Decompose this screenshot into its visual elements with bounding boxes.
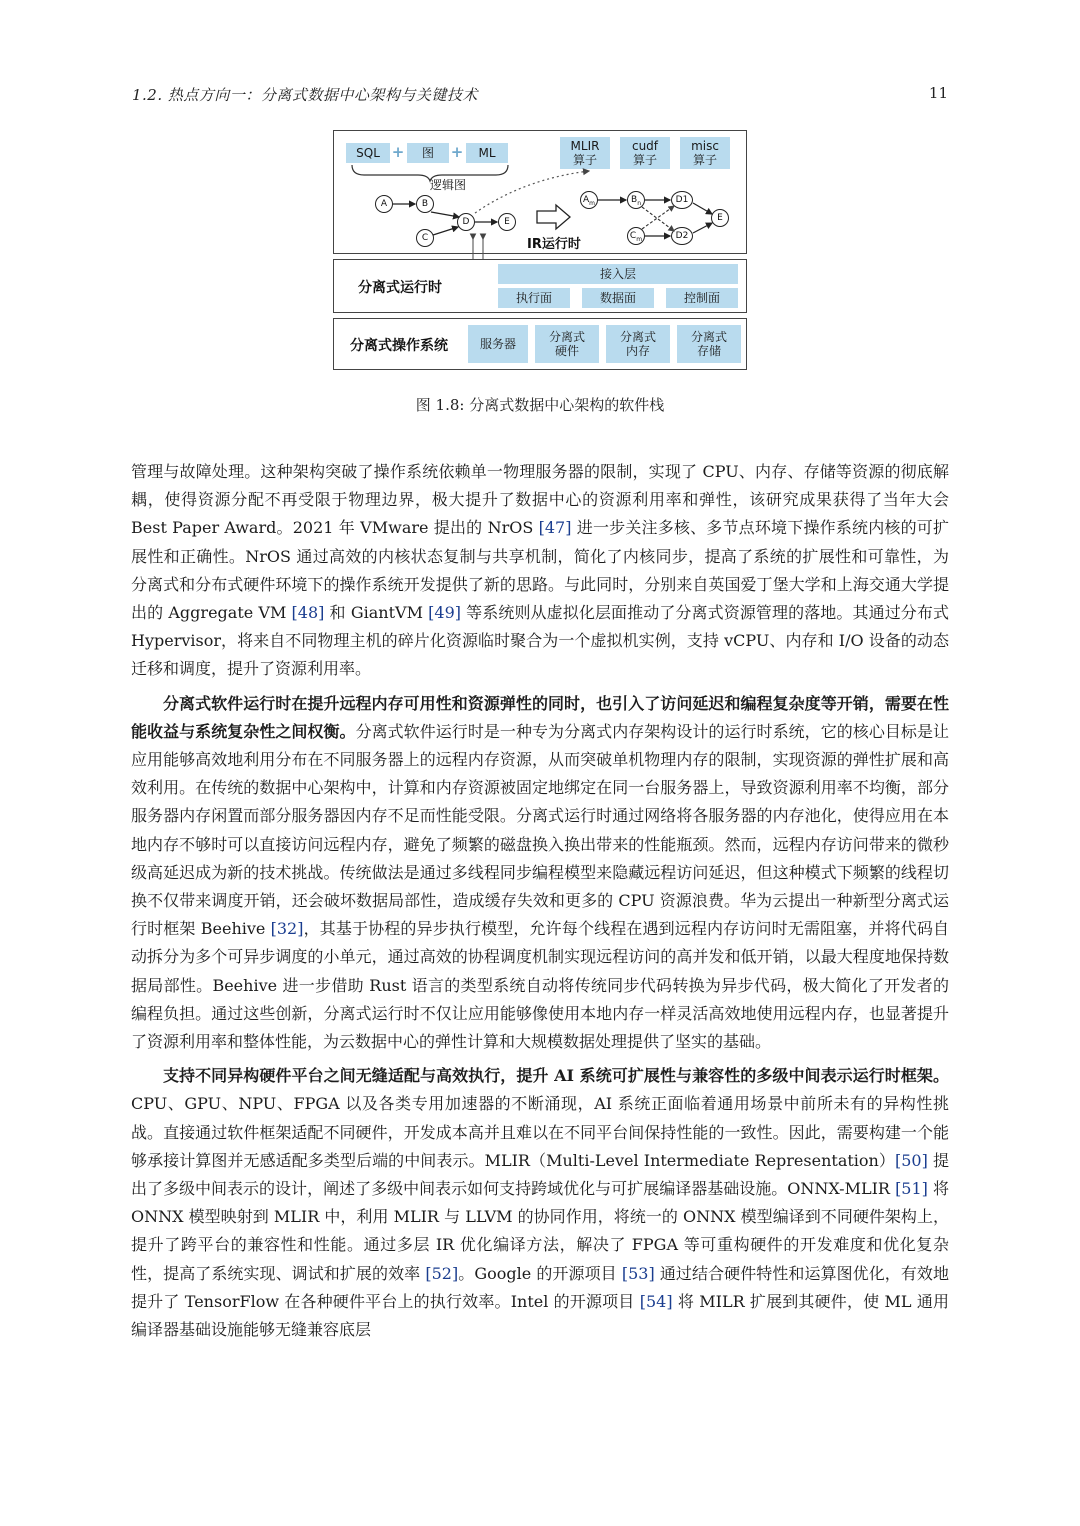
execution-plane: 执行面	[498, 288, 570, 308]
text-run: 通过结合硬件特性和运算图优化，有效地提升了 TensorFlow 在各种硬件平台上的执行效率。Intel 的开源项目	[131, 1263, 949, 1311]
citation-link[interactable]: [54]	[639, 1291, 673, 1311]
os-item-memory: 分离式 内存	[606, 325, 670, 363]
citation-link[interactable]: [50]	[894, 1150, 928, 1170]
text-run: 将 MILR 扩展到其硬件，使 ML 通用编译器基础设施能够无缝兼容底层	[131, 1291, 949, 1340]
ir-node-d1: D1	[671, 191, 693, 209]
runtime-panel	[333, 259, 747, 313]
text-run: 将 ONNX 模型映射到 MLIR 中，利用 MLIR 与 LLVM 的协同作用，将统一的 ONNX 模型编译到不同硬件架构上，提升了跨平台的兼容性和性能。通过多层 IR 优化编译方法，解决了 FPGA 等可重构硬件的开发难度和优化复杂性，提高了系统实现、调试和扩展的效率	[131, 1179, 949, 1283]
figure-caption: 图 1.8: 分离式数据中心架构的软件栈	[415, 396, 665, 414]
text-run: 等系统则从虚拟化层面推动了分离式资源管理的落地。其通过分布式 Hypervisor，将来自不同物理主机的碎片化资源临时聚合为一个虚拟机实例，支持 vCPU、内存和 I/O 设备的动态迁移和调度，提升了资源利用率。	[131, 603, 949, 679]
ir-node-cm: $C_m$	[627, 227, 645, 245]
paragraph-3	[131, 1062, 949, 1344]
access-layer: 接入层	[498, 264, 738, 284]
os-item-storage: 分离式 存储	[677, 325, 741, 363]
text-run: ，其基于协程的异步执行模型，允许每个线程在遇到远程内存访问时无需阻塞，并将代码自动拆分为多个可异步调度的小单元，通过高效的协程调度机制实现远程访问的高并发和低开销，以最大程度地保持数据局部性。Beehive 进一步借助 Rust 语言的类型系统自动将传统同步代码转换为异步代码，极大简化了开发者的编程负担。通过这些创新，分离式运行时不仅让应用能够像使用本地内存一样灵活高效地使用远程内存，也显著提升了资源利用率和整体性能，为云数据中心的弹性计算和大规模数据处理提供了坚实的基础。	[131, 919, 949, 1052]
logic-graph-label: 逻辑图	[430, 178, 467, 192]
text-run: 进一步关注多核、多节点环境下操作系统内核的可扩展性和正确性。NrOS 通过高效的内核状态复制与共享机制，简化了内核同步，提高了系统的扩展性和可靠性，为分离式和分布式硬件环境下的操作系统开发提供了新的思路。与此同时，分别来自英国爱丁堡大学和上海交通大学提出的 Aggregate VM	[131, 518, 949, 623]
logic-node-a: A	[375, 195, 393, 213]
logic-node-e: E	[498, 213, 516, 231]
logic-node-d: D	[457, 213, 475, 231]
lead-sentence: 支持不同异构硬件平台之间无缝适配与高效执行，提升 AI 系统可扩展性与兼容性的多级中间表示运行时框架。	[163, 1066, 949, 1086]
page-header	[132, 80, 948, 108]
text-run: 和 GiantVM	[324, 603, 429, 623]
os-item-hardware: 分离式 硬件	[535, 325, 599, 363]
plus-icon: +	[391, 143, 405, 161]
text-run: 分离式软件运行时是一种专为分离式内存架构设计的运行时系统，它的核心目标是让应用能够高效地利用分布在不同服务器上的远程内存资源，从而突破单机物理内存的限制，实现资源的弹性扩展和高效利用。在传统的数据中心架构中，计算和内存资源被固定地绑定在同一台服务器上，导致资源利用率不均衡，部分服务器内存闲置而部分服务器因内存不足而性能受限。分离式运行时通过网络将各服务器的内存池化，使得应用在本地内存不够时可以直接访问远程内存，避免了频繁的磁盘换入换出带来的性能瓶颈。然而，远程内存访问带来的微秒级高延迟成为新的技术挑战。传统做法是通过多线程同步编程模型来隐藏远程访问延迟，但这种模式下频繁的线程切换不仅带来调度开销，还会破坏数据局部性，造成缓存失效和更多的 CPU 资源浪费。华为云提出一种新型分离式运行时框架 Beehive	[131, 721, 949, 939]
citation-link[interactable]: [32]	[270, 919, 304, 939]
ir-node-am: $A_m$	[580, 191, 598, 209]
logic-node-c: C	[416, 229, 434, 247]
control-plane: 控制面	[666, 288, 738, 308]
paragraph-2	[131, 690, 949, 1057]
section-title: 1.2. 热点方向一：分离式数据中心架构与关键技术	[132, 86, 478, 104]
citation-link[interactable]: [48]	[291, 603, 325, 623]
figure-connectors	[334, 131, 748, 255]
ir-node-e: E	[711, 209, 729, 227]
ir-node-d2: D2	[671, 227, 693, 245]
input-ml: ML	[466, 143, 508, 163]
operator-cudf: cudf 算子	[620, 137, 670, 169]
citation-link[interactable]: [51]	[895, 1179, 928, 1199]
paragraph-1	[131, 458, 949, 684]
input-graph: 图	[407, 143, 449, 163]
citation-link[interactable]: [53]	[621, 1263, 655, 1283]
logic-node-b: B	[416, 195, 434, 213]
body-text	[131, 458, 949, 1344]
text-run: CPU、GPU、NPU、FPGA 以及各类专用加速器的不断涌现，AI 系统正面临着通用场景中前所未有的异构性挑战。直接通过软件框架适配不同硬件，开发成本高并且难以在不同平台间保持性能的一致性。因此，需要构建一个能够承接计算图并无感适配多类型后端的中间表示。MLIR（Multi-Level Intermediate Representation）	[131, 1094, 949, 1170]
citation-link[interactable]: [49]	[428, 603, 461, 623]
data-plane: 数据面	[582, 288, 654, 308]
ir-node-bn: $B_n$	[627, 191, 645, 209]
os-title: 分离式操作系统	[350, 338, 448, 354]
operator-misc: misc 算子	[680, 137, 730, 169]
lead-sentence: 分离式软件运行时在提升远程内存可用性和资源弹性的同时，也引入了访问延迟和编程复杂度等开销，需要在性能收益与系统复杂性之间权衡。	[131, 693, 949, 741]
text-run: 。Google 的开源项目	[458, 1263, 622, 1283]
plus-icon: +	[450, 143, 464, 161]
ir-runtime-panel	[333, 130, 747, 254]
citation-link[interactable]: [52]	[425, 1263, 459, 1283]
operator-mlir: MLIR 算子	[560, 137, 610, 169]
page-number: 11	[928, 84, 948, 102]
input-sql: SQL	[346, 143, 390, 163]
runtime-title: 分离式运行时	[358, 280, 442, 296]
ir-runtime-label: IR运行时	[527, 237, 581, 252]
text-run: 提出了多级中间表示的设计，阐述了多级中间表示如何支持跨域优化与可扩展编译器基础设施。ONNX-MLIR	[131, 1150, 949, 1199]
citation-link[interactable]: [47]	[538, 518, 572, 538]
os-item-server: 服务器	[468, 325, 528, 363]
text-run: 管理与故障处理。这种架构突破了操作系统依赖单一物理服务器的限制，实现了 CPU、内存、存储等资源的彻底解耦，使得资源分配不再受限于物理边界，极大提升了数据中心的资源利用率和弹性，该研究成果获得了当年大会 Best Paper Award。2021 年 VMware 提出的 NrOS	[131, 462, 949, 538]
software-stack-figure	[333, 130, 747, 370]
os-panel	[333, 318, 747, 370]
